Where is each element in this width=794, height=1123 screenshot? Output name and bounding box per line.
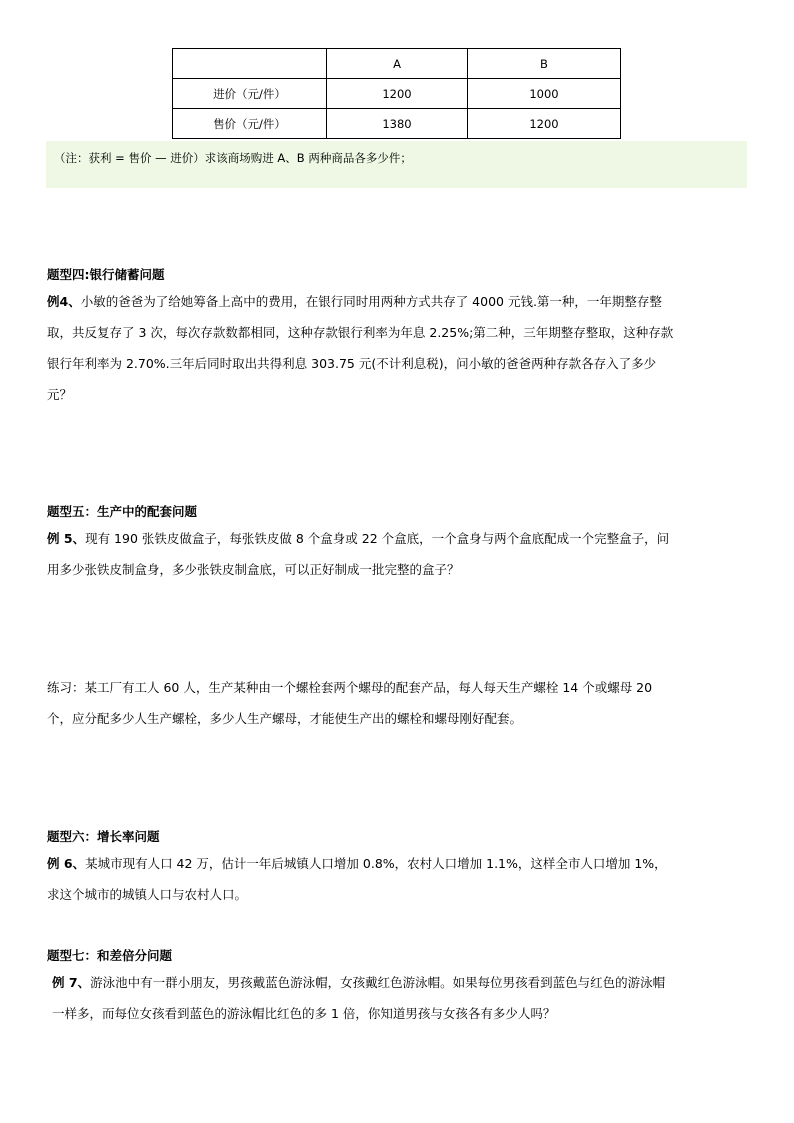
section-heading: 题型四:银行储蓄问题 <box>47 267 165 282</box>
table-cell: 1200 <box>468 109 621 139</box>
table-cell: B <box>468 49 621 79</box>
section-heading: 题型六：增长率问题 <box>47 829 160 844</box>
table-row <box>173 109 621 139</box>
section-heading: 题型七：和差倍分问题 <box>47 948 173 963</box>
table-cell: 1380 <box>327 109 468 139</box>
example-paragraph <box>52 967 677 1029</box>
table-cell: 进价（元/件） <box>173 79 327 109</box>
example-label: 例 5、 <box>47 531 86 546</box>
example-paragraph <box>47 523 677 585</box>
table-cell: A <box>327 49 468 79</box>
note-box <box>46 141 747 188</box>
note-text: （注：获利 = 售价 — 进价）求该商场购进 A、B 两种商品各多少件； <box>54 151 412 165</box>
practice-paragraph <box>47 672 677 734</box>
example-label: 例4、 <box>47 294 81 309</box>
example-paragraph <box>47 848 677 910</box>
example-label: 例 7、 <box>52 975 91 990</box>
table-cell: 1200 <box>327 79 468 109</box>
table-cell: 售价（元/件） <box>173 109 327 139</box>
example-paragraph <box>47 286 677 410</box>
price-table <box>172 48 621 139</box>
section-heading: 题型五：生产中的配套问题 <box>47 504 198 519</box>
table-header-row <box>173 49 621 79</box>
practice-text: 练习：某工厂有工人 60 人，生产某种由一个螺栓套两个螺母的配套产品，每人每天生产螺栓 14 个或螺母 20 个，应分配多少人生产螺栓，多少人生产螺母，才能使生产出的螺栓和螺母刚好配套。 <box>47 680 653 726</box>
example-text: 小敏的爸爸为了给她筹备上高中的费用，在银行同时用两种方式共存了 4000 元钱.第一种，一年期整存整取，共反复存了 3 次，每次存款数都相同，这种存款银行利率为年息 2.25%;第二种，三年期整存整取，这种存款银行年利率为 2.70%.三年后同时取出共得利息 303.75 元(不计利息税)，问小敏的爸爸两种存款各存入了多少元？ <box>47 294 674 402</box>
table-cell <box>173 49 327 79</box>
table-row <box>173 79 621 109</box>
table-cell: 1000 <box>468 79 621 109</box>
example-label: 例 6、 <box>47 856 86 871</box>
example-text: 某城市现有人口 42 万，估计一年后城镇人口增加 0.8%，农村人口增加 1.1%，这样全市人口增加 1%，求这个城市的城镇人口与农村人口。 <box>47 856 667 902</box>
example-text: 游泳池中有一群小朋友，男孩戴蓝色游泳帽，女孩戴红色游泳帽。如果每位男孩看到蓝色与红色的游泳帽一样多，而每位女孩看到蓝色的游泳帽比红色的多 1 倍，你知道男孩与女孩各有多少人吗？ <box>52 975 666 1021</box>
example-text: 现有 190 张铁皮做盒子，每张铁皮做 8 个盒身或 22 个盒底，一个盒身与两个盒底配成一个完整盒子，问用多少张铁皮制盒身，多少张铁皮制盒底，可以正好制成一批完整的盒子？ <box>47 531 670 577</box>
